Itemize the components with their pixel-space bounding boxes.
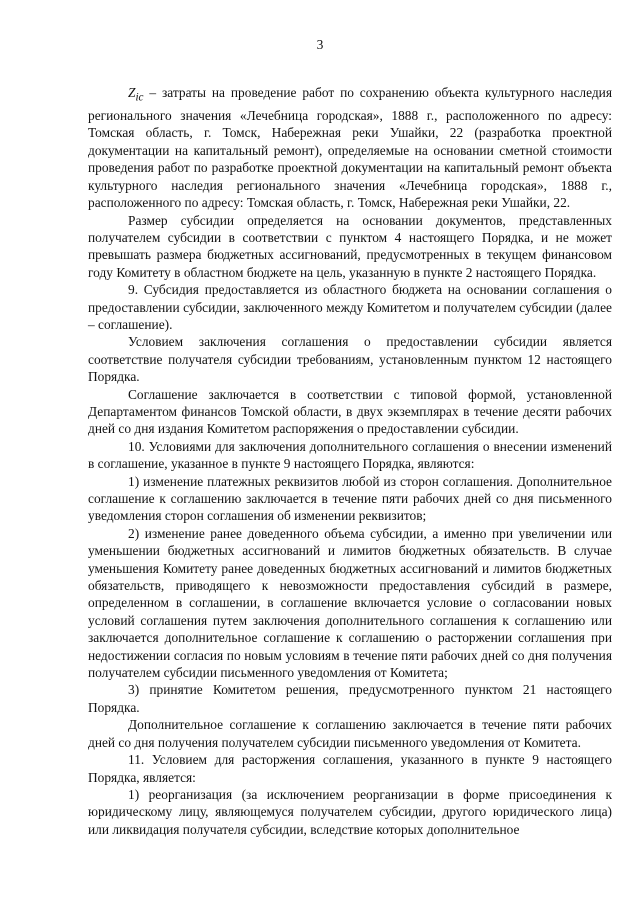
paragraph-subitem-1: 1) изменение платежных реквизитов любой из сторон соглашения. Дополнительное соглашение к соглашению заключается в течение пяти рабочих дней со дня письменного уведомления сторон соглашения об изменении реквизитов; [88, 473, 612, 524]
paragraph-subitem-2: 2) изменение ранее доведенного объема субсидии, а именно при увеличении или уменьшении бюджетных ассигнований и лимитов бюджетных обязательств. В случае уменьшения Комитету ранее доведенных бюджетных ассигнований и лимитов бюджетных обязательств, приводящего к невозможности предоставления субсидий в размере, определенном в соглашении, в соглашение включается условие о согласовании новых условий соглашения путем заключения дополнительного соглашения к соглашению или заключается дополнительное соглашение к соглашению о расторжении соглашения при недостижении согласия по новым условиям в течение пяти рабочих дней со дня получения получателем субсидии письменного уведомления от Комитета; [88, 525, 612, 681]
variable-subscript: ic [135, 91, 144, 104]
paragraph-cost-definition [88, 84, 612, 212]
paragraph-item-10: 10. Условиями для заключения дополнительного соглашения о внесении изменений в соглашение, указанное в пункте 9 настоящего Порядка, являются: [88, 438, 612, 472]
paragraph: Условием заключения соглашения о предоставлении субсидии является соответствие получателя субсидии требованиям, установленным пунктом 12 настоящего Порядка. [88, 334, 612, 385]
variable-letter: Z [128, 85, 136, 100]
paragraph-text: – затраты на проведение работ по сохранению объекта культурного наследия регионального значения «Лечебница городская», 1888 г., расположенного по адресу: Томская область, г. Томск, Набережная реки Ушайки, 22 (разработка проектной документации на капитальный ремонт), определяемые на основании сметной стоимости проведения работ по разработке проектной документации на капитальный ремонт объекта культурного наследия регионального значения «Лечебница городская», 1888 г., расположенного по адресу: Томская область, г. Томск, Набережная реки Ушайки, 22. [88, 85, 612, 211]
variable-symbol [128, 85, 144, 104]
paragraph-subitem-1: 1) реорганизация (за исключением реорганизации в форме присоединения к юридическому лицу, являющемуся получателем субсидии, другого юридического лица) или ликвидация получателя субсидии, вследствие которых дополнительное [88, 786, 612, 837]
paragraph: Размер субсидии определяется на основании документов, представленных получателем субсидии в соответствии с пунктом 4 настоящего Порядка, и не может превышать размера бюджетных ассигнований, предусмотренных в текущем финансовом году Комитету в областном бюджете на цель, указанную в пункте 2 настоящего Порядка. [88, 212, 612, 280]
paragraph: Дополнительное соглашение к соглашению заключается в течение пяти рабочих дней со дня получения получателем субсидии письменного уведомления от Комитета. [88, 717, 612, 750]
paragraph-item-11: 11. Условием для расторжения соглашения, указанного в пункте 9 настоящего Порядка, является: [88, 752, 612, 785]
paragraph-item-9: 9. Субсидия предоставляется из областного бюджета на основании соглашения о предоставлении субсидии, заключенного между Комитетом и получателем субсидии (далее – соглашение). [88, 282, 612, 332]
paragraph: Соглашение заключается в соответствии с типовой формой, установленной Департаментом финансов Томской области, в двух экземплярах в течение десяти рабочих дней со дня издания Комитетом распоряжения о предоставлении субсидии. [88, 386, 612, 437]
page-number: 3 [316, 37, 324, 52]
paragraph-subitem-3: 3) принятие Комитетом решения, предусмотренного пунктом 21 настоящего Порядка. [88, 682, 612, 715]
document-body [88, 84, 612, 838]
